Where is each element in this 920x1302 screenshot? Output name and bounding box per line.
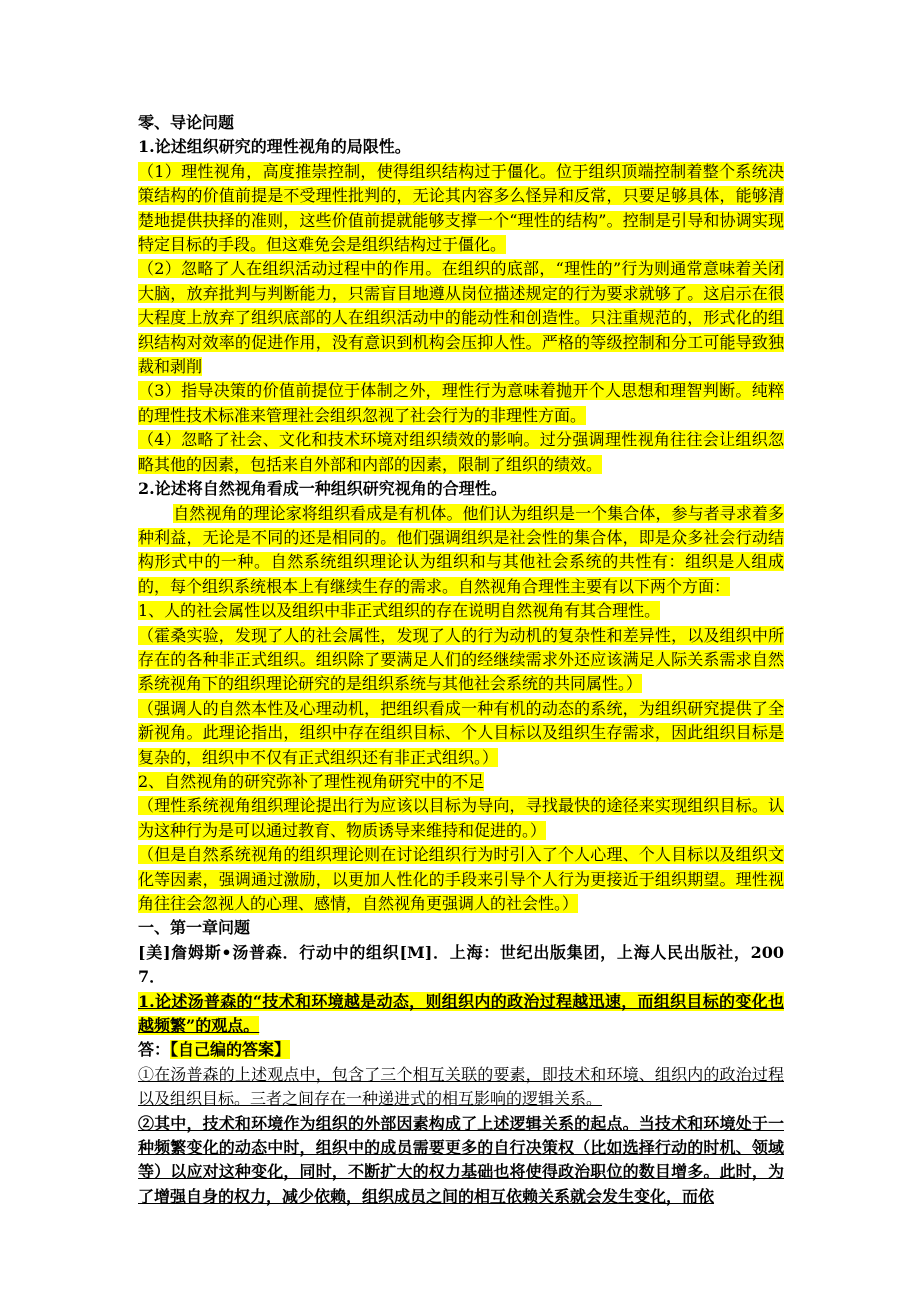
- paragraph-natural-point-1: [138, 599, 784, 623]
- highlighted-text: 1.论述汤普森的“技术和环境越是动态，则组织内的政治过程越迅速，而组织目标的变化也越频繁”的观点。: [138, 991, 784, 1036]
- chapter-1-question-1: [138, 990, 784, 1039]
- highlighted-text: （2）忽略了人在组织活动过程中的作用。在组织的底部，“理性的”行为则通常意味着关闭大脑，放弃批判与判断能力，只需盲目地遵从岗位描述规定的行为要求就够了。这启示在很大程度上放弃了组织底部的人在组织活动中的能动性和创造性。只注重规范的，形式化的组织结构对效率的促进作用，没有意识到机构会压抑人性。严格的等级控制和分工可能导致独裁和剥削: [138, 259, 784, 377]
- highlighted-text: （1）理性视角，高度推崇控制，使得组织结构过于僵化。位于组织顶端控制着整个系统决策结构的价值前提是不受理性批判的，无论其内容多么怪异和反常，只要足够具体，能够清楚地提供抉择的准则，这些价值前提就能够支撑一个“理性的结构”。控制是引导和协调实现特定目标的手段。但这难免会是组织结构过于僵化。: [138, 161, 784, 255]
- reference-citation: [美]詹姆斯•汤普森．行动中的组织[M]．上海：世纪出版集团，上海人民出版社，2007．: [138, 942, 784, 987]
- highlighted-text: （强调人的自然本性及心理动机，把组织看成一种有机的动态的系统，为组织研究提供了全新视角。此理论指出，组织中存在组织目标、个人目标以及组织生存需求，因此组织目标是复杂的，组织中不仅有正式组织还有非正式组织。）: [138, 698, 784, 767]
- paragraph-natural-note-3: [138, 794, 784, 843]
- paragraph-rational-4: [138, 428, 784, 477]
- answer-label: [138, 1038, 784, 1062]
- paragraph-natural-note-4: [138, 843, 784, 916]
- paragraph-natural-note-1: [138, 624, 784, 697]
- highlighted-text: （但是自然系统视角的组织理论则在讨论组织行为时引入了个人心理、个人目标以及组织文化等因素，强调通过激励，以更加人性化的手段来引导个人行为更接近于组织期望。理性视角往往会忽视人的心理、感情，自然视角更强调人的社会性。）: [138, 845, 784, 913]
- highlighted-text: 自然视角的理论家将组织看成是有机体。他们认为组织是一个集合体，参与者寻求着多种利益，无论是不同的还是相同的。他们强调组织是社会性的集合体，即是众多社会行动结构形式中的一种。自然系统组织理论认为组织和与其他社会系统的共性有：组织是人组成的，每个组织系统根本上有继续生存的需求。自然视角合理性主要有以下两个方面：: [138, 503, 784, 596]
- highlighted-text: 1、人的社会属性以及组织中非正式组织的存在说明自然视角有其合理性。: [138, 601, 661, 621]
- answer-paragraph-1: ①在汤普森的上述观点中，包含了三个相互关联的要素，即技术和环境、组织内的政治过程以及组织目标。三者之间存在一种递进式的相互影响的逻辑关系。: [138, 1064, 784, 1109]
- paragraph-natural-note-2: [138, 697, 784, 770]
- paragraph-rational-2: [138, 257, 784, 379]
- section-heading-chapter-1: 一、第一章问题: [138, 918, 251, 938]
- highlighted-text: （3）指导决策的价值前提位于体制之外，理性行为意味着抛开个人思想和理智判断。纯粹的理性技术标准来管理社会组织忽视了社会行为的非理性方面。: [138, 381, 784, 425]
- paragraph-rational-3: [138, 379, 784, 428]
- highlighted-text: （霍桑实验，发现了人的社会属性，发现了人的行为动机的复杂性和差异性，以及组织中所存在的各种非正式组织。组织除了要满足人们的经继续需求外还应该满足人际关系需求自然系统视角下的组织理论研究的是组织系统与其他社会系统的共同属性。）: [138, 625, 784, 694]
- question-2-heading: 2.论述将自然视角看成一种组织研究视角的合理性。: [138, 479, 507, 499]
- highlighted-text: （理性系统视角组织理论提出行为应该以目标为导向，寻找最快的途径来实现组织目标。认为这种行为是可以通过教育、物质诱导来维持和促进的。）: [138, 796, 784, 840]
- highlighted-text: 2、自然视角的研究弥补了理性视角研究中的不足: [138, 771, 485, 791]
- section-heading-intro: 零、导论问题: [138, 113, 235, 132]
- document-body: [138, 111, 784, 1209]
- answer-paragraph-2: ②其中，技术和环境作为组织的外部因素构成了上述逻辑关系的起点。当技术和环境处于一种频繁变化的动态中时，组织中的成员需要更多的自行决策权（比如选择行动的时机、领域等）以应对这种变化，同时，不断扩大的权力基础也将使得政治职位的数目增多。此时，为了增强自身的权力，减少依赖，组织成员之间的相互依赖关系就会发生变化，而依: [138, 1113, 784, 1206]
- highlighted-text: （4）忽略了社会、文化和技术环境对组织绩效的影响。过分强调理性视角往往会让组织忽略其他的因素，包括来自外部和内部的因素，限制了组织的绩效。: [138, 430, 784, 474]
- paragraph-natural-point-2: [138, 770, 784, 794]
- answer-tag: 【自己编的答案】: [170, 1040, 291, 1060]
- paragraph-natural-intro: [138, 502, 784, 600]
- question-1-heading: 1.论述组织研究的理性视角的局限性。: [138, 137, 411, 157]
- answer-prefix: 答：: [138, 1040, 171, 1060]
- paragraph-rational-1: [138, 160, 784, 258]
